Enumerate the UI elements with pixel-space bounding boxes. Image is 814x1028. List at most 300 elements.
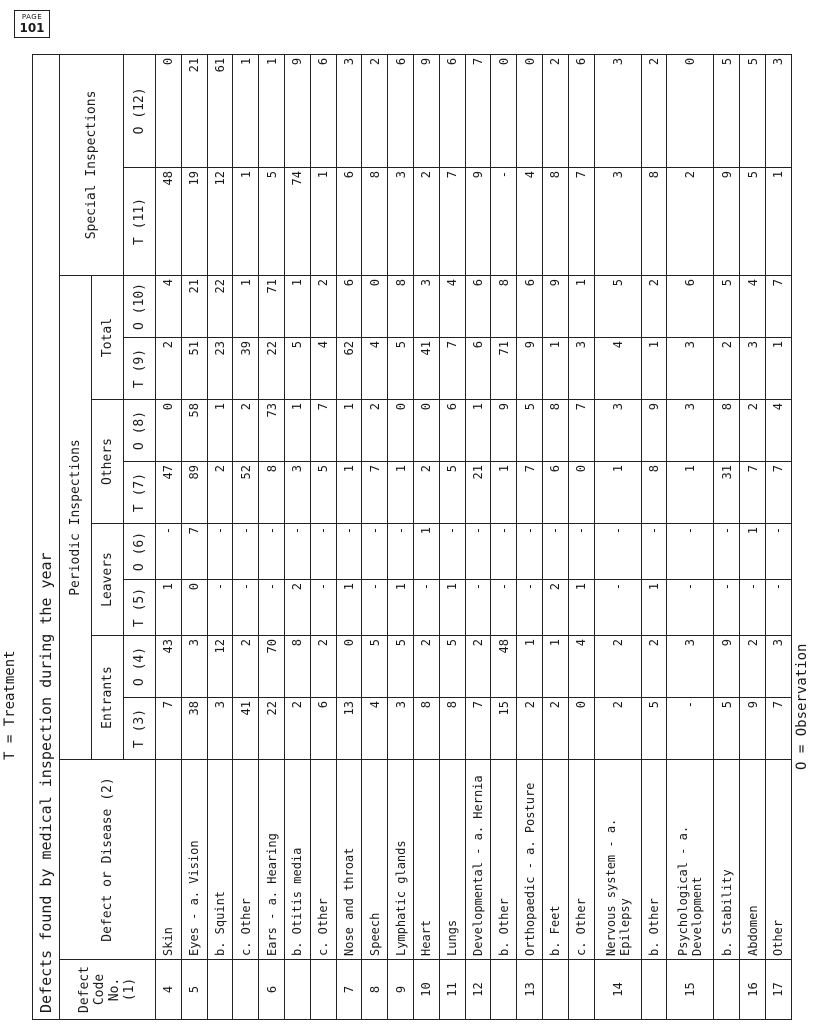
- count-cell-o: 4: [568, 636, 594, 698]
- count-cell-o8: 3: [594, 400, 641, 462]
- count-cell-o10: 2: [641, 276, 667, 338]
- count-cell-t: 2: [542, 698, 568, 760]
- count-cell-t11: 6: [336, 168, 362, 276]
- count-cell-o8: 0: [155, 400, 181, 462]
- count-cell-t5: 1: [336, 580, 362, 636]
- count-cell-t7: 21: [465, 462, 491, 524]
- count-cell-t5: -: [465, 580, 491, 636]
- defect-name: b. Feet: [542, 760, 568, 960]
- count-cell-t7: 1: [336, 462, 362, 524]
- count-cell-o10: 4: [740, 276, 766, 338]
- count-cell-o6: 1: [413, 524, 439, 580]
- count-cell-t5: 2: [284, 580, 310, 636]
- defect-name: b. Squint: [207, 760, 233, 960]
- defect-name: b. Other: [641, 760, 667, 960]
- count-cell-o6: -: [568, 524, 594, 580]
- defect-code: [641, 960, 667, 1020]
- defect-name: Psychological - a. Development: [667, 760, 714, 960]
- count-cell-o6: -: [259, 524, 285, 580]
- count-cell-o10: 9: [542, 276, 568, 338]
- count-cell-o12: 9: [284, 54, 310, 167]
- defect-name: Lymphatic glands: [388, 760, 414, 960]
- count-cell-o6: -: [714, 524, 740, 580]
- count-cell-o6: -: [641, 524, 667, 580]
- count-cell-t9: 5: [388, 338, 414, 400]
- count-cell-t11: 1: [233, 168, 259, 276]
- count-cell-o8: 0: [413, 400, 439, 462]
- count-cell-o6: 7: [181, 524, 207, 580]
- count-cell-o: 1: [542, 636, 568, 698]
- count-cell-t9: 62: [336, 338, 362, 400]
- count-cell-t: 3: [207, 698, 233, 760]
- table-row: [568, 54, 594, 1019]
- defect-code: [207, 960, 233, 1020]
- count-cell-t7: 6: [542, 462, 568, 524]
- table-row: [388, 54, 414, 1019]
- count-cell-t: 5: [641, 698, 667, 760]
- count-cell-o: 2: [465, 636, 491, 698]
- count-cell-t7: 5: [439, 462, 465, 524]
- count-cell-o10: 8: [491, 276, 517, 338]
- count-cell-t11: 5: [259, 168, 285, 276]
- count-cell-t: 38: [181, 698, 207, 760]
- count-cell-o8: 2: [740, 400, 766, 462]
- count-cell-o: 3: [181, 636, 207, 698]
- count-cell-t5: -: [310, 580, 336, 636]
- count-cell-o8: 5: [517, 400, 543, 462]
- count-cell-t: 8: [439, 698, 465, 760]
- defect-name: Eyes - a. Vision: [181, 760, 207, 960]
- count-cell-o: 2: [413, 636, 439, 698]
- count-cell-o10: 4: [439, 276, 465, 338]
- header-o4: O (4): [123, 636, 155, 698]
- count-cell-o12: 3: [594, 54, 641, 167]
- count-cell-o8: 2: [233, 400, 259, 462]
- defect-name: Nervous system - a. Epilepsy: [594, 760, 641, 960]
- count-cell-t11: 8: [362, 168, 388, 276]
- table-row: [517, 54, 543, 1019]
- header-t9: T (9): [123, 338, 155, 400]
- count-cell-t9: 71: [491, 338, 517, 400]
- count-cell-t7: 52: [233, 462, 259, 524]
- header-t7: T (7): [123, 462, 155, 524]
- header-o6: O (6): [123, 524, 155, 580]
- count-cell-t9: 4: [310, 338, 336, 400]
- count-cell-t9: 7: [439, 338, 465, 400]
- count-cell-t7: 1: [667, 462, 714, 524]
- count-cell-t9: 1: [641, 338, 667, 400]
- rotated-table: [32, 55, 792, 1020]
- defects-table: [32, 54, 792, 1020]
- count-cell-o8: 7: [310, 400, 336, 462]
- count-cell-t7: 89: [181, 462, 207, 524]
- count-cell-t5: 1: [155, 580, 181, 636]
- count-cell-o8: 9: [491, 400, 517, 462]
- defect-code: [491, 960, 517, 1020]
- count-cell-o10: 5: [594, 276, 641, 338]
- table-row: [259, 54, 285, 1019]
- table-body: [155, 54, 791, 1019]
- count-cell-t9: 23: [207, 338, 233, 400]
- defect-name: b. Otitis media: [284, 760, 310, 960]
- count-cell-o6: -: [310, 524, 336, 580]
- defect-name: c. Other: [310, 760, 336, 960]
- header-o10: O (10): [123, 276, 155, 338]
- page-number: 101: [19, 21, 45, 35]
- defect-code: 17: [765, 960, 791, 1020]
- count-cell-o8: 1: [207, 400, 233, 462]
- count-cell-t5: -: [740, 580, 766, 636]
- count-cell-o: 3: [765, 636, 791, 698]
- count-cell-t7: 47: [155, 462, 181, 524]
- defect-name: b. Other: [491, 760, 517, 960]
- count-cell-t11: 1: [765, 168, 791, 276]
- table-row: [284, 54, 310, 1019]
- count-cell-t: 2: [517, 698, 543, 760]
- count-cell-t11: 74: [284, 168, 310, 276]
- defect-code: 9: [388, 960, 414, 1020]
- count-cell-t7: 7: [517, 462, 543, 524]
- count-cell-t9: 3: [568, 338, 594, 400]
- defect-name: Speech: [362, 760, 388, 960]
- defect-name: Skin: [155, 760, 181, 960]
- count-cell-o10: 71: [259, 276, 285, 338]
- count-cell-t9: 51: [181, 338, 207, 400]
- count-cell-o: 3: [667, 636, 714, 698]
- table-row: [465, 54, 491, 1019]
- defect-name: b. Stability: [714, 760, 740, 960]
- count-cell-o12: 6: [439, 54, 465, 167]
- count-cell-t9: 6: [465, 338, 491, 400]
- count-cell-t5: -: [362, 580, 388, 636]
- defect-code: 4: [155, 960, 181, 1020]
- table-row: [362, 54, 388, 1019]
- header-entrants: Entrants: [91, 636, 123, 760]
- defect-code: [284, 960, 310, 1020]
- count-cell-t9: 2: [714, 338, 740, 400]
- count-cell-t11: 8: [641, 168, 667, 276]
- count-cell-o6: -: [667, 524, 714, 580]
- count-cell-t9: 2: [155, 338, 181, 400]
- count-cell-o: 9: [714, 636, 740, 698]
- count-cell-o6: -: [362, 524, 388, 580]
- count-cell-o: 5: [362, 636, 388, 698]
- defect-name: Nose and throat: [336, 760, 362, 960]
- count-cell-o8: 0: [388, 400, 414, 462]
- header-t11: T (11): [123, 168, 155, 276]
- defect-code: 14: [594, 960, 641, 1020]
- count-cell-o12: 1: [259, 54, 285, 167]
- count-cell-o10: 6: [667, 276, 714, 338]
- count-cell-o: 48: [491, 636, 517, 698]
- count-cell-t5: 1: [388, 580, 414, 636]
- page-label: [14, 10, 50, 38]
- count-cell-o10: 0: [362, 276, 388, 338]
- count-cell-o: 2: [310, 636, 336, 698]
- footer-treatment: T = Treatment: [2, 650, 18, 760]
- count-cell-o: 70: [259, 636, 285, 698]
- count-cell-o8: 3: [667, 400, 714, 462]
- count-cell-o12: 0: [491, 54, 517, 167]
- defect-code: [714, 960, 740, 1020]
- count-cell-o6: -: [233, 524, 259, 580]
- count-cell-o: 43: [155, 636, 181, 698]
- header-defect: Defect or Disease (2): [60, 760, 156, 960]
- count-cell-t5: -: [765, 580, 791, 636]
- count-cell-o10: 3: [413, 276, 439, 338]
- count-cell-t5: -: [491, 580, 517, 636]
- table-row: [641, 54, 667, 1019]
- table-frame: [32, 55, 792, 1020]
- count-cell-t7: 7: [765, 462, 791, 524]
- count-cell-o10: 2: [310, 276, 336, 338]
- count-cell-o12: 6: [310, 54, 336, 167]
- count-cell-o12: 6: [388, 54, 414, 167]
- count-cell-t7: 1: [388, 462, 414, 524]
- count-cell-o6: -: [439, 524, 465, 580]
- count-cell-o: 5: [388, 636, 414, 698]
- table-row: [310, 54, 336, 1019]
- count-cell-o6: -: [491, 524, 517, 580]
- count-cell-t7: 31: [714, 462, 740, 524]
- table-row: [155, 54, 181, 1019]
- count-cell-t11: 19: [181, 168, 207, 276]
- defect-code: 10: [413, 960, 439, 1020]
- count-cell-o6: -: [336, 524, 362, 580]
- table-row: [439, 54, 465, 1019]
- header-code: Defect Code No. (1): [60, 960, 156, 1020]
- count-cell-o12: 2: [362, 54, 388, 167]
- count-cell-o12: 1: [233, 54, 259, 167]
- count-cell-t7: 7: [362, 462, 388, 524]
- count-cell-t: -: [667, 698, 714, 760]
- defect-code: 5: [181, 960, 207, 1020]
- count-cell-t11: 5: [740, 168, 766, 276]
- count-cell-t: 41: [233, 698, 259, 760]
- defect-name: c. Other: [233, 760, 259, 960]
- table-row: [491, 54, 517, 1019]
- table-row: [233, 54, 259, 1019]
- defect-code: [310, 960, 336, 1020]
- header-t5: T (5): [123, 580, 155, 636]
- footer-observation-text: O = Observation: [794, 643, 810, 770]
- count-cell-t11: 2: [413, 168, 439, 276]
- count-cell-o10: 4: [155, 276, 181, 338]
- count-cell-o6: -: [594, 524, 641, 580]
- count-cell-t7: 3: [284, 462, 310, 524]
- count-cell-t11: 7: [439, 168, 465, 276]
- defect-name: Developmental - a. Hernia: [465, 760, 491, 960]
- count-cell-t11: 3: [594, 168, 641, 276]
- count-cell-o10: 6: [517, 276, 543, 338]
- count-cell-t11: 3: [388, 168, 414, 276]
- count-cell-o12: 3: [336, 54, 362, 167]
- count-cell-o8: 4: [765, 400, 791, 462]
- count-cell-t: 3: [388, 698, 414, 760]
- count-cell-t5: 1: [439, 580, 465, 636]
- count-cell-t9: 41: [413, 338, 439, 400]
- table-row: [207, 54, 233, 1019]
- count-cell-o8: 6: [439, 400, 465, 462]
- footer-observation-visible: [794, 580, 814, 770]
- count-cell-t: 7: [465, 698, 491, 760]
- count-cell-o12: 9: [413, 54, 439, 167]
- table-row: [413, 54, 439, 1019]
- count-cell-t: 0: [568, 698, 594, 760]
- count-cell-t11: 2: [667, 168, 714, 276]
- count-cell-t9: 5: [284, 338, 310, 400]
- count-cell-o8: 8: [714, 400, 740, 462]
- defect-code: [542, 960, 568, 1020]
- count-cell-o: 0: [336, 636, 362, 698]
- count-cell-t7: 1: [491, 462, 517, 524]
- table-row: [594, 54, 641, 1019]
- defect-name: Ears - a. Hearing: [259, 760, 285, 960]
- count-cell-o12: 2: [542, 54, 568, 167]
- count-cell-t: 7: [765, 698, 791, 760]
- count-cell-t5: -: [259, 580, 285, 636]
- count-cell-o8: 9: [641, 400, 667, 462]
- count-cell-t: 13: [336, 698, 362, 760]
- count-cell-o12: 3: [765, 54, 791, 167]
- defect-code: 6: [259, 960, 285, 1020]
- count-cell-t11: 12: [207, 168, 233, 276]
- table-row: [336, 54, 362, 1019]
- count-cell-t7: 2: [413, 462, 439, 524]
- count-cell-o6: -: [517, 524, 543, 580]
- defect-name: Heart: [413, 760, 439, 960]
- count-cell-t9: 1: [765, 338, 791, 400]
- count-cell-t: 2: [594, 698, 641, 760]
- count-cell-o12: 21: [181, 54, 207, 167]
- defect-code: 15: [667, 960, 714, 1020]
- count-cell-o6: -: [207, 524, 233, 580]
- table-row: [714, 54, 740, 1019]
- count-cell-o: 2: [641, 636, 667, 698]
- count-cell-o10: 1: [284, 276, 310, 338]
- count-cell-t9: 4: [594, 338, 641, 400]
- count-cell-o6: -: [388, 524, 414, 580]
- page-label-word: PAGE: [21, 13, 43, 21]
- table-row: [740, 54, 766, 1019]
- count-cell-t5: -: [517, 580, 543, 636]
- defect-name: Other: [765, 760, 791, 960]
- header-t3: T (3): [123, 698, 155, 760]
- defect-code: 7: [336, 960, 362, 1020]
- defect-name: Abdomen: [740, 760, 766, 960]
- count-cell-t9: 39: [233, 338, 259, 400]
- count-cell-o10: 7: [765, 276, 791, 338]
- defect-code: 13: [517, 960, 543, 1020]
- defect-code: 16: [740, 960, 766, 1020]
- header-o8: O (8): [123, 400, 155, 462]
- count-cell-o6: 1: [740, 524, 766, 580]
- count-cell-o12: 6: [568, 54, 594, 167]
- defect-name: Orthopaedic - a. Posture: [517, 760, 543, 960]
- defect-name: c. Other: [568, 760, 594, 960]
- count-cell-t7: 1: [594, 462, 641, 524]
- count-cell-t11: 8: [542, 168, 568, 276]
- count-cell-t5: 2: [542, 580, 568, 636]
- count-cell-o8: 1: [465, 400, 491, 462]
- count-cell-o: 1: [517, 636, 543, 698]
- count-cell-o: 2: [740, 636, 766, 698]
- count-cell-t: 2: [284, 698, 310, 760]
- count-cell-o12: 0: [667, 54, 714, 167]
- count-cell-t7: 2: [207, 462, 233, 524]
- count-cell-o12: 7: [465, 54, 491, 167]
- count-cell-o8: 58: [181, 400, 207, 462]
- count-cell-t11: 48: [155, 168, 181, 276]
- count-cell-t9: 9: [517, 338, 543, 400]
- count-cell-o6: -: [284, 524, 310, 580]
- count-cell-t5: -: [667, 580, 714, 636]
- count-cell-o8: 7: [568, 400, 594, 462]
- count-cell-o: 2: [233, 636, 259, 698]
- count-cell-t7: 8: [259, 462, 285, 524]
- header-total: Total: [91, 276, 123, 400]
- table-row: [542, 54, 568, 1019]
- count-cell-o: 5: [439, 636, 465, 698]
- count-cell-o10: 5: [714, 276, 740, 338]
- count-cell-t7: 0: [568, 462, 594, 524]
- count-cell-t5: 1: [641, 580, 667, 636]
- table-row: [181, 54, 207, 1019]
- count-cell-t9: 3: [667, 338, 714, 400]
- count-cell-t: 9: [740, 698, 766, 760]
- count-cell-o6: -: [155, 524, 181, 580]
- count-cell-o6: -: [542, 524, 568, 580]
- count-cell-t11: 7: [568, 168, 594, 276]
- count-cell-t: 7: [155, 698, 181, 760]
- count-cell-o6: -: [765, 524, 791, 580]
- count-cell-o10: 1: [568, 276, 594, 338]
- count-cell-t: 5: [714, 698, 740, 760]
- count-cell-o: 2: [594, 636, 641, 698]
- count-cell-t: 4: [362, 698, 388, 760]
- count-cell-o12: 61: [207, 54, 233, 167]
- count-cell-o10: 8: [388, 276, 414, 338]
- count-cell-t11: 9: [465, 168, 491, 276]
- header-special: Special Inspections: [60, 54, 124, 275]
- table-row: [765, 54, 791, 1019]
- defect-name: Lungs: [439, 760, 465, 960]
- count-cell-t7: 7: [740, 462, 766, 524]
- count-cell-o10: 6: [336, 276, 362, 338]
- defect-code: [233, 960, 259, 1020]
- count-cell-o10: 22: [207, 276, 233, 338]
- count-cell-o: 8: [284, 636, 310, 698]
- count-cell-t5: -: [594, 580, 641, 636]
- count-cell-o12: 0: [517, 54, 543, 167]
- count-cell-o12: 2: [641, 54, 667, 167]
- count-cell-t9: 1: [542, 338, 568, 400]
- count-cell-o10: 21: [181, 276, 207, 338]
- count-cell-t9: 3: [740, 338, 766, 400]
- count-cell-o10: 1: [233, 276, 259, 338]
- count-cell-o10: 6: [465, 276, 491, 338]
- count-cell-o8: 1: [284, 400, 310, 462]
- count-cell-t: 15: [491, 698, 517, 760]
- header-leavers: Leavers: [91, 524, 123, 636]
- defect-code: 11: [439, 960, 465, 1020]
- count-cell-t5: -: [233, 580, 259, 636]
- count-cell-t7: 8: [641, 462, 667, 524]
- count-cell-t5: -: [714, 580, 740, 636]
- count-cell-t5: -: [413, 580, 439, 636]
- count-cell-t11: 4: [517, 168, 543, 276]
- count-cell-t9: 22: [259, 338, 285, 400]
